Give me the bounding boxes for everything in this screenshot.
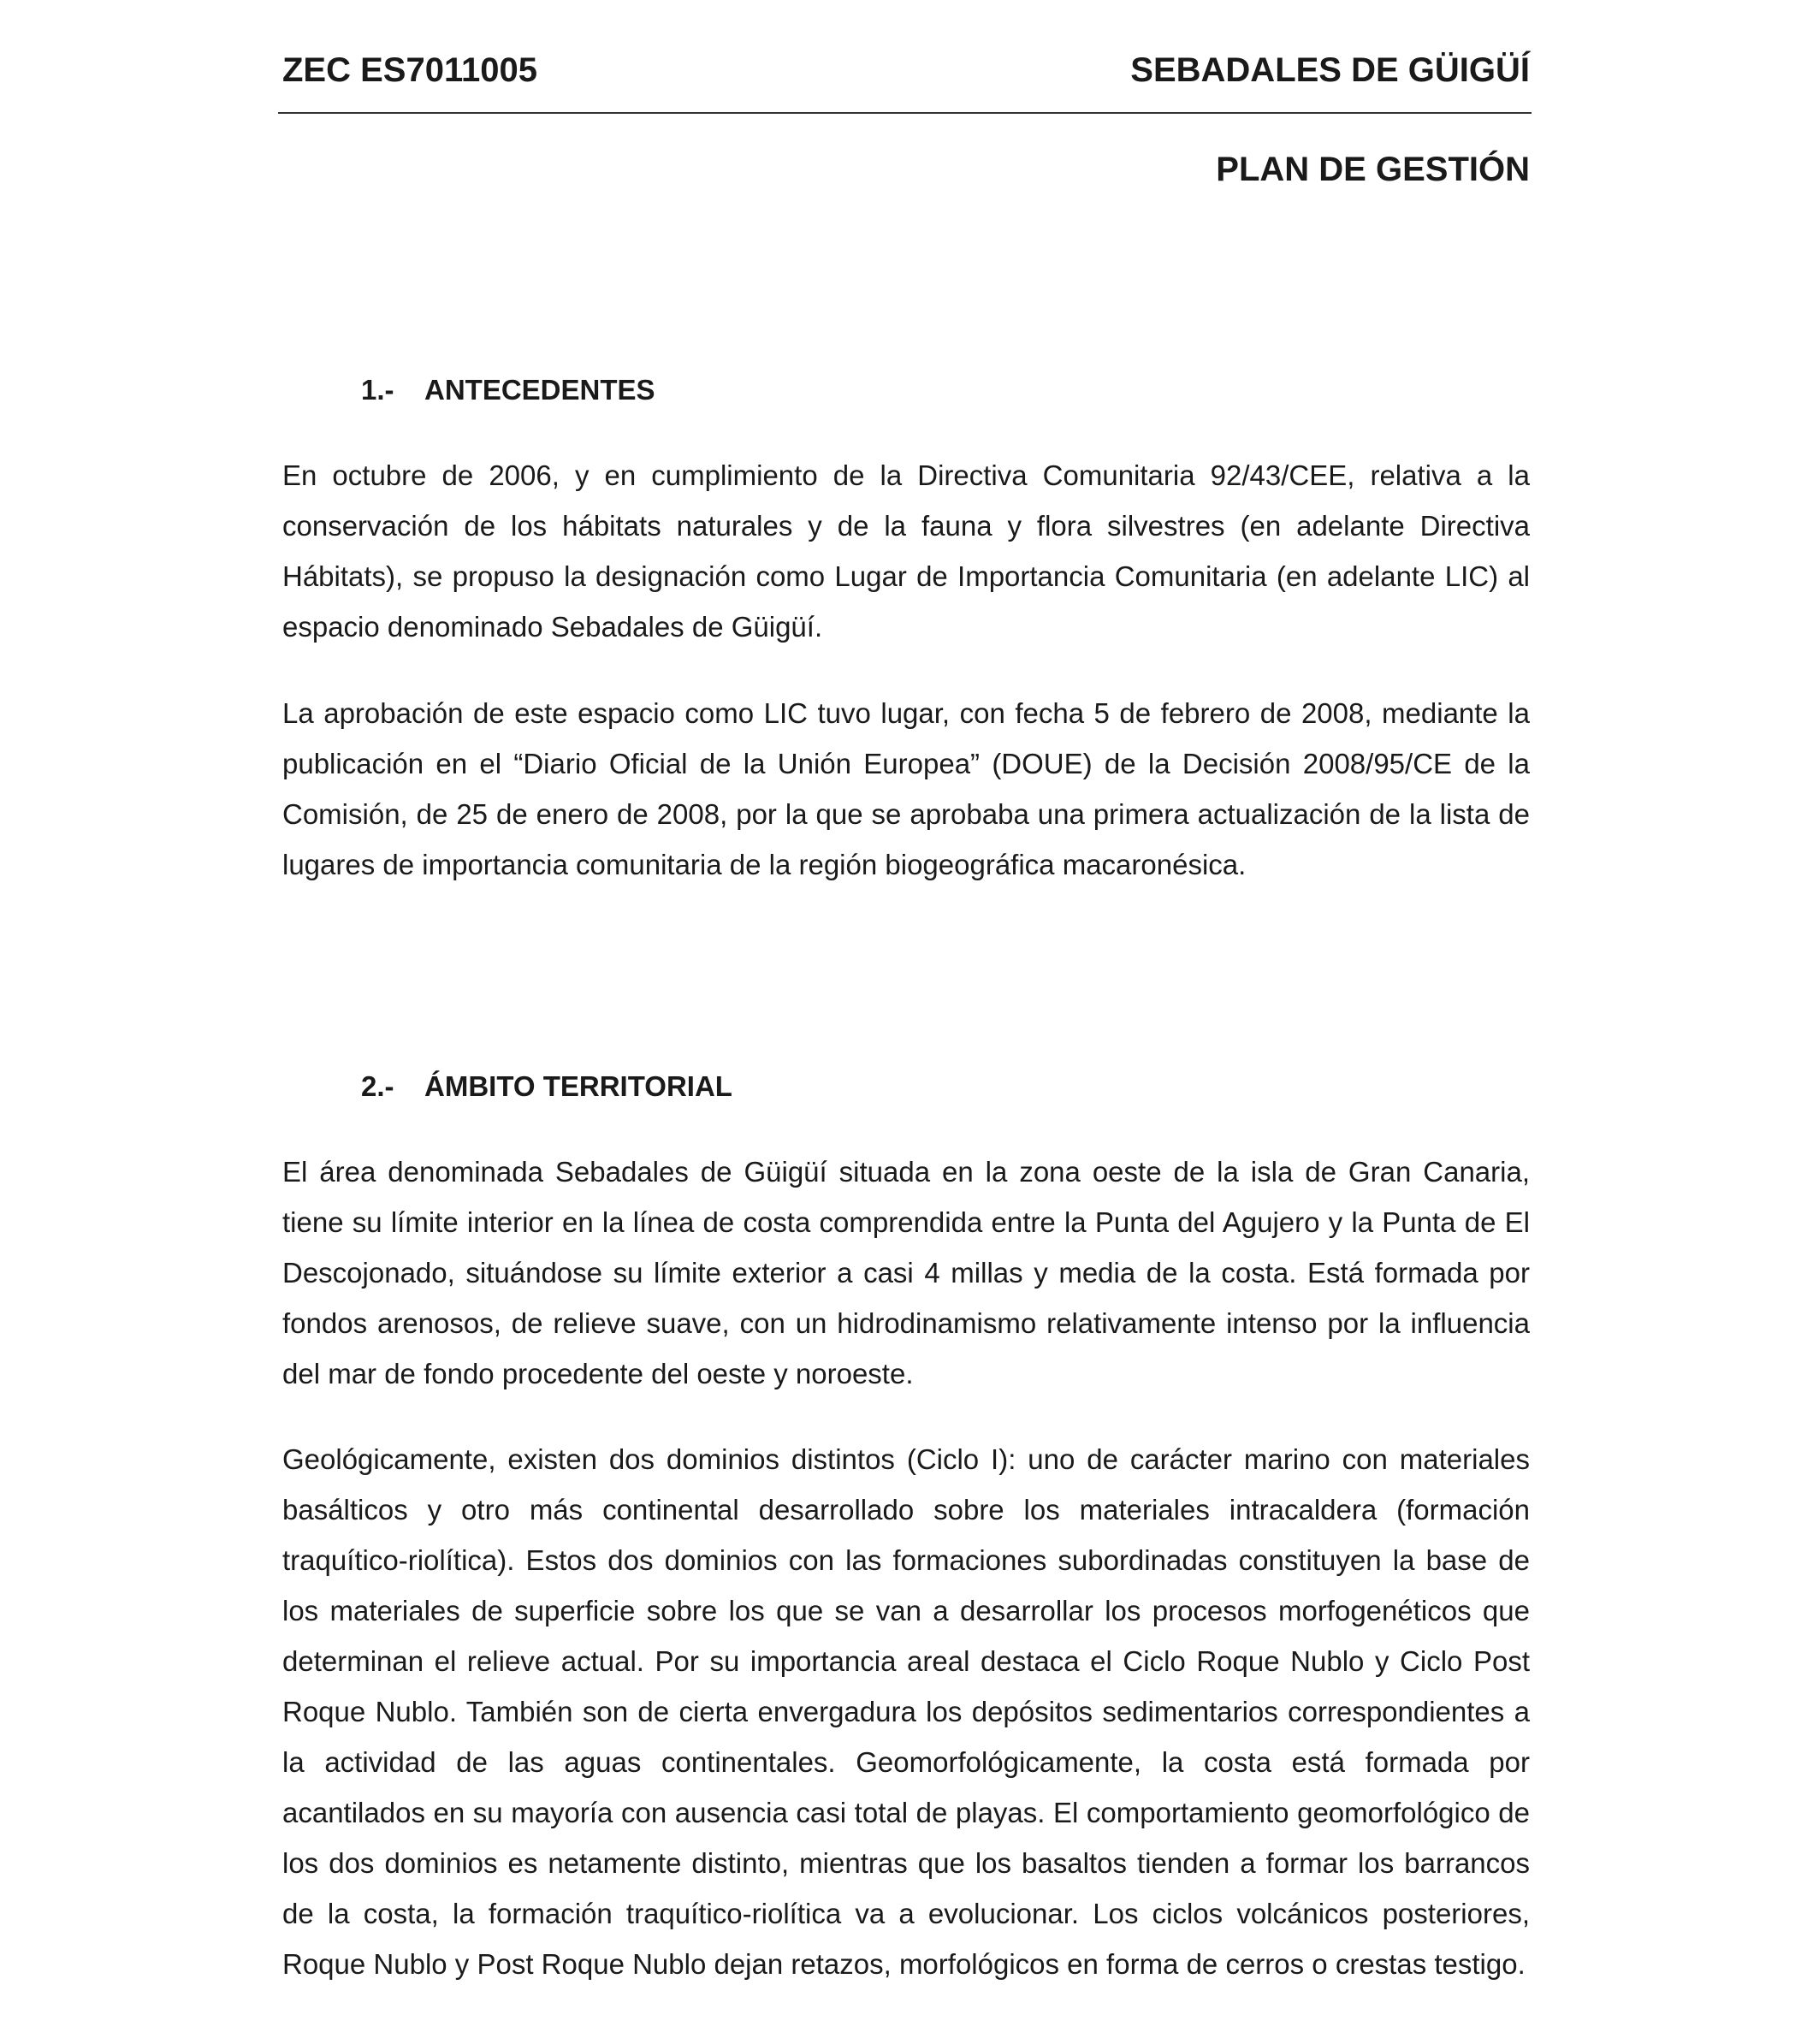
section-number: 2.- (361, 1070, 394, 1102)
paragraph-ambito-2: Geológicamente, existen dos dominios distintos (Ciclo I): uno de carácter marino con materiales basálticos y otro más continental desarrollado sobre los materiales intracaldera (formación traquítico-riolítica). Estos dos dominios con las formaciones subordinadas constituyen la base de los materiales de superficie sobre los que se van a desarrollar los procesos morfogenéticos que determinan el relieve actual. Por su importancia areal destaca el Ciclo Roque Nublo y Ciclo Post Roque Nublo. También son de cierta envergadura los depósitos sedimentarios correspondientes a la actividad de las aguas continentales. Geomorfológicamente, la costa está formada por acantilados en su mayoría con ausencia casi total de playas. El comportamiento geomorfológico de los dos dominios es netamente distinto, mientras que los basaltos tienden a formar los barrancos de la costa, la formación traquítico-riolítica va a evolucionar. Los ciclos volcánicos posteriores, Roque Nublo y Post Roque Nublo dejan retazos, morfológicos en forma de cerros o crestas testigo. (282, 1443, 1530, 1980)
section-number: 1.- (361, 374, 394, 406)
section-heading-antecedentes (361, 369, 655, 412)
header-divider (278, 112, 1532, 114)
section-heading-ambito-territorial (361, 1065, 732, 1108)
paragraph-antecedentes-2: La aprobación de este espacio como LIC tuvo lugar, con fecha 5 de febrero de 2008, mediante la publicación en el “Diario Oficial de la Unión Europea” (DOUE) de la Decisión 2008/95/CE de la Comisión, de 25 de enero de 2008, por la que se aprobaba una primera actualización de la lista de lugares de importancia comunitaria de la región biogeográfica macaronésica. (282, 697, 1530, 880)
header-site-code: ZEC ES7011005 (282, 51, 537, 89)
document-subtitle: PLAN DE GESTIÓN (1216, 151, 1530, 188)
section-title: ANTECEDENTES (424, 374, 655, 406)
page-header (282, 44, 1530, 96)
header-site-name: SEBADALES DE GÜIGÜÍ (1130, 51, 1530, 89)
paragraph-ambito-1: El área denominada Sebadales de Güigüí situada en la zona oeste de la isla de Gran Canaria, tiene su límite interior en la línea de costa comprendida entre la Punta del Agujero y la Punta de El Descojonado, situándose su límite exterior a casi 4 millas y media de la costa. Está formada por fondos arenosos, de relieve suave, con un hidrodinamismo relativamente intenso por la influencia del mar de fondo procedente del oeste y noroeste. (282, 1156, 1530, 1389)
document-page (282, 0, 1530, 2044)
paragraph-antecedentes-1: En octubre de 2006, y en cumplimiento de la Directiva Comunitaria 92/43/CEE, relativa a la conservación de los hábitats naturales y de la fauna y flora silvestres (en adelante Directiva Hábitats), se propuso la designación como Lugar de Importancia Comunitaria (en adelante LIC) al espacio denominado Sebadales de Güigüí. (282, 459, 1530, 643)
section-title: ÁMBITO TERRITORIAL (424, 1070, 732, 1102)
